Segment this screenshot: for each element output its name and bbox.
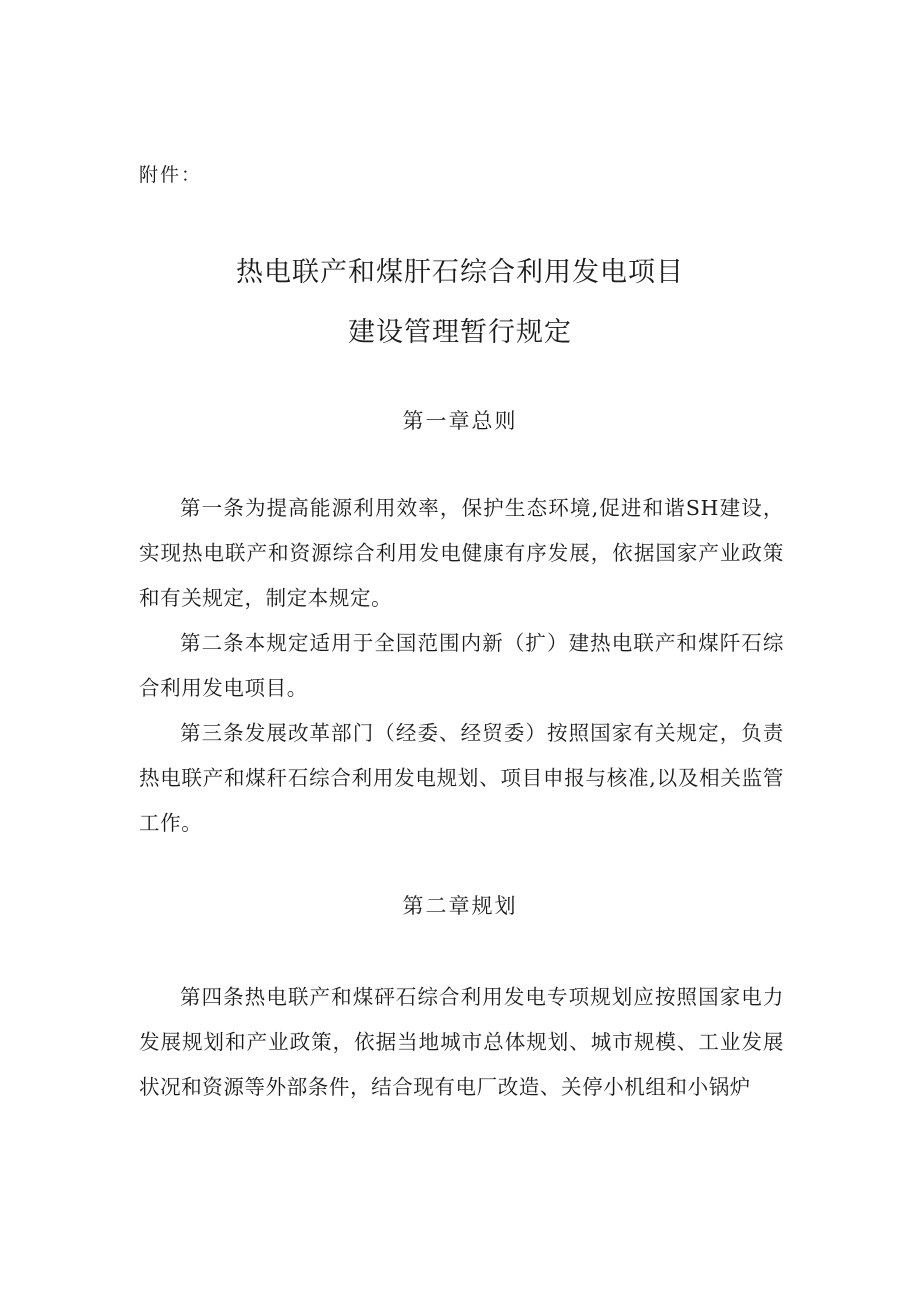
article-2: 第二条本规定适用于全国范围内新（扩）建热电联产和煤阡石综合利用发电项目。 <box>139 631 784 700</box>
document-title-line1: 热电联产和煤肝石综合利用发电项目 <box>236 257 684 288</box>
chapter2-heading: 第二章规划 <box>402 894 518 918</box>
article-3: 第三条发展改革部门（经委、经贸委）按照国家有关规定，负责热电联产和煤秆石综合利用发电规划、项目申报与核准,以及相关监管工作。 <box>139 721 784 835</box>
chapter2-body <box>139 975 784 1110</box>
article-1: 第一条为提高能源利用效率，保护生态环境,促进和谐SH建设，实现热电联产和资源综合利用发电健康有序发展，依据国家产业政策和有关规定，制定本规定。 <box>139 496 784 610</box>
article-4: 第四条热电联产和煤砰石综合利用发电专项规划应按照国家电力发展规划和产业政策，依据当地城市总体规划、城市规模、工业发展状况和资源等外部条件，结合现有电厂改造、关停小机组和小锅炉 <box>139 985 784 1099</box>
chapter1-body <box>139 486 784 846</box>
document-title-line2: 建设管理暂行规定 <box>348 317 572 348</box>
chapter1-heading: 第一章总则 <box>402 409 518 433</box>
attachment-label: 附件： <box>139 164 203 186</box>
